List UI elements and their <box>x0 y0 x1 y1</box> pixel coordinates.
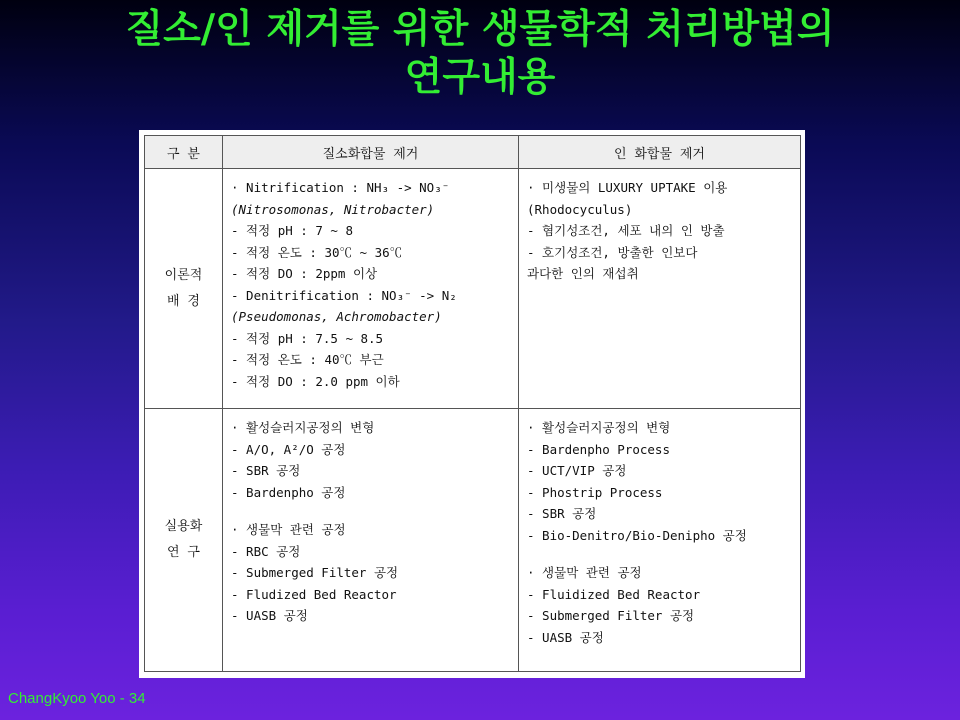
header-phosphorus: 인 화합물 제거 <box>519 136 801 169</box>
text-line: - Fluidized Bed Reactor <box>527 586 701 602</box>
text-line: - Bio-Denitro/Bio-Denipho 공정 <box>527 527 747 543</box>
slide-footer: ChangKyoo Yoo - 34 <box>8 690 146 707</box>
cell-theory-nitrogen <box>223 169 519 409</box>
table-row-practical <box>145 409 801 672</box>
text-line: · 생물막 관련 공정 <box>527 565 642 580</box>
text-line: - 적정 pH : 7 ~ 8 <box>231 223 353 238</box>
text-line: - RBC 공정 <box>231 543 301 559</box>
table-header-row <box>145 136 801 169</box>
table-row-theory <box>145 169 801 409</box>
header-nitrogen: 질소화합물 제거 <box>223 136 519 169</box>
text-line: · 생물막 관련 공정 <box>231 522 346 537</box>
text-line: - Denitrification : NO₃⁻ -> N₂ <box>231 287 457 303</box>
text-line: - SBR 공정 <box>527 506 597 521</box>
text-line: - UASB 공정 <box>527 629 604 645</box>
text-line: (Nitrosomonas, Nitrobacter) <box>231 201 435 217</box>
comparison-table <box>144 135 801 672</box>
text-line: - Bardenpho 공정 <box>231 484 346 500</box>
text-line: - 적정 pH : 7.5 ~ 8.5 <box>231 330 384 346</box>
text-line: 과다한 인의 재섭취 <box>527 266 639 281</box>
slide-title-line2: 연구내용 <box>404 55 556 100</box>
text-line: - 적정 DO : 2ppm 이상 <box>231 266 378 281</box>
content-table-image <box>139 130 805 678</box>
row-label-line: 연 구 <box>167 545 200 560</box>
row-label-practical <box>145 409 223 672</box>
text-line: - 적정 DO : 2.0 ppm 이하 <box>231 373 400 389</box>
row-label-theory <box>145 169 223 409</box>
text-line: - 혐기성조건, 세포 내의 인 방출 <box>527 223 725 238</box>
text-line: (Rhodocyculus) <box>527 201 633 217</box>
cell-theory-phosphorus <box>519 169 801 409</box>
text-line: - Submerged Filter 공정 <box>231 565 399 580</box>
text-line: (Pseudomonas, Achromobacter) <box>231 309 442 324</box>
text-line: - UASB 공정 <box>231 608 308 623</box>
text-line: - 적정 온도 : 30℃ ~ 36℃ <box>231 244 403 260</box>
row-label-line: 실용화 <box>164 519 203 534</box>
cell-practical-phosphorus <box>519 409 801 672</box>
row-label-line: 배 경 <box>167 293 200 309</box>
slide-title-line1: 질소/인 제거를 위한 생물학적 처리방법의 <box>125 7 835 52</box>
text-line: · 활성슬러지공정의 변형 <box>527 420 671 435</box>
slide-title <box>0 6 960 102</box>
text-line: - SBR 공정 <box>231 463 301 478</box>
cell-practical-nitrogen <box>223 409 519 672</box>
text-line: - A/O, A²/O 공정 <box>231 441 346 457</box>
text-line: · Nitrification : NH₃ -> NO₃⁻ <box>231 180 450 195</box>
text-line: - 적정 온도 : 40℃ 부근 <box>231 352 384 367</box>
header-category: 구 분 <box>145 136 223 169</box>
text-line: - Submerged Filter 공정 <box>527 608 695 623</box>
text-line: - 호기성조건, 방출한 인보다 <box>527 244 698 260</box>
text-line: · 활성슬러지공정의 변형 <box>231 420 375 435</box>
row-label-line: 이론적 <box>164 267 203 283</box>
text-line: - Fludized Bed Reactor <box>231 586 397 602</box>
text-line: - UCT/VIP 공정 <box>527 463 627 478</box>
text-line: - Bardenpho Process <box>527 441 670 457</box>
text-line: - Phostrip Process <box>527 484 663 500</box>
text-line: · 미생물의 LUXURY UPTAKE 이용 <box>527 180 728 195</box>
